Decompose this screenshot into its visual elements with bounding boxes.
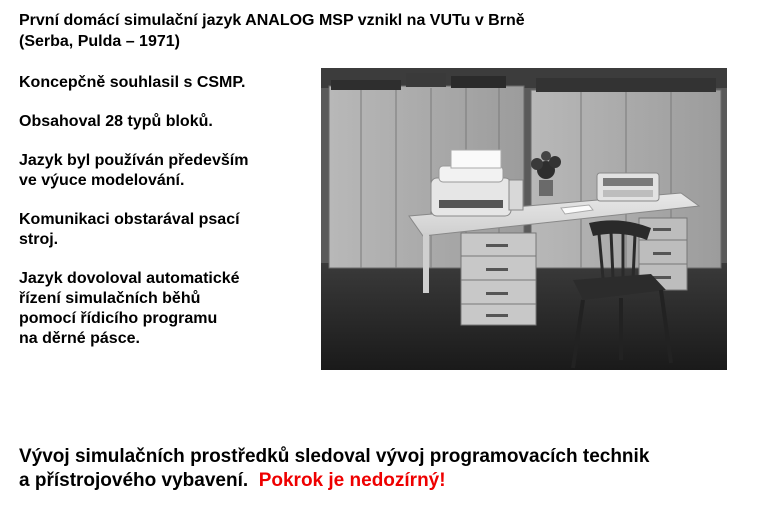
footer-statement <box>19 445 759 493</box>
footer-line-2 <box>19 469 759 493</box>
bullet-automatic-control: Jazyk dovoloval automatické řízení simulačních běhů pomocí řídicího programu na děrné pásce. <box>19 270 240 347</box>
bullet-csmp: Koncepčně souhlasil s CSMP. <box>19 74 246 91</box>
slide-title-line-1: První domácí simulační jazyk ANALOG MSP vznikl na VUTu v Brně <box>19 12 525 29</box>
footer-line-2-text: a přístrojového vybavení. <box>19 470 249 491</box>
bullet-teaching: Jazyk byl používán především ve výuce modelování. <box>19 152 249 189</box>
bullet-block-types: Obsahoval 28 typů bloků. <box>19 113 213 130</box>
footer-line-1: Vývoj simulačních prostředků sledoval vývoj programovacích technik <box>19 446 650 467</box>
computer-room-photo <box>321 68 727 370</box>
slide-title-line-2: (Serba, Pulda – 1971) <box>19 33 180 50</box>
slide-title <box>19 10 619 52</box>
bullet-list <box>19 73 309 368</box>
bullet-typewriter: Komunikaci obstarával psací stroj. <box>19 211 240 248</box>
footer-highlight: Pokrok je nedozírný! <box>258 470 446 491</box>
